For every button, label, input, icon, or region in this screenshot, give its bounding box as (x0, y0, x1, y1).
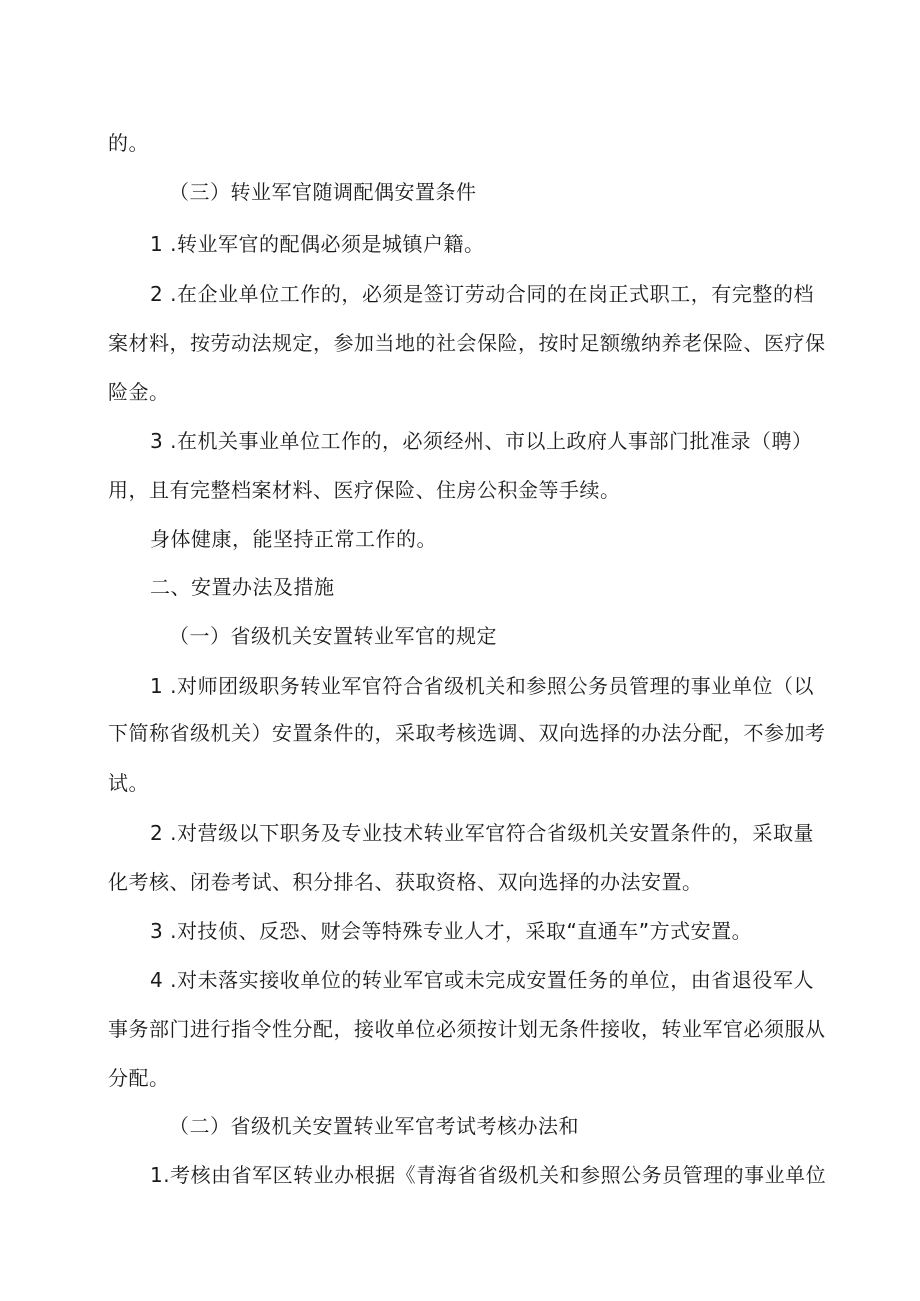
text-line-20: 分配。 (108, 1066, 170, 1090)
text-line-14: 试。 (108, 771, 149, 795)
text-line-22: 1.考核由省军区转业办根据《青海省省级机关和参照公务员管理的事业单位 (150, 1163, 827, 1187)
section-heading-3: （三）转业军官随调配偶安置条件 (169, 180, 477, 204)
text-line-17: 3 .对技侦、反恐、财会等特殊专业人才，采取“直通车”方式安置。 (150, 919, 753, 943)
text-line-6: 险金。 (108, 380, 170, 404)
text-line-7: 3 .在机关事业单位工作的，必须经州、市以上政府人事部门批准录（聘） (150, 429, 813, 453)
text-line-5: 案材料，按劳动法规定，参加当地的社会保险，按时足额缴纳养老保险、医疗保 (108, 331, 826, 355)
subsection-heading-2: （二）省级机关安置转业军官考试考核办法和 (169, 1114, 579, 1138)
text-line-3: 1 .转业军官的配偶必须是城镇户籍。 (150, 232, 485, 256)
text-line-8: 用，且有完整档案材料、医疗保险、住房公积金等手续。 (108, 478, 621, 502)
text-line-4: 2 .在企业单位工作的，必须是签订劳动合同的在岗正式职工，有完整的档 (150, 282, 814, 306)
text-line-18: 4 .对未落实接收单位的转业军官或未完成安置任务的单位，由省退役军人 (150, 968, 814, 992)
text-line-9: 身体健康，能坚持正常工作的。 (150, 527, 437, 551)
text-line-19: 事务部门进行指令性分配，接收单位必须按计划无条件接收，转业军官必须服从 (108, 1017, 826, 1041)
text-line-16: 化考核、闭卷考试、积分排名、获取资格、双向选择的办法安置。 (108, 870, 703, 894)
text-line-12: 1 .对师团级职务转业军官符合省级机关和参照公务员管理的事业单位（以 (150, 674, 814, 698)
text-line-13: 下简称省级机关）安置条件的，采取考核选调、双向选择的办法分配，不参加考 (108, 721, 826, 745)
text-line-1: 的。 (108, 131, 149, 155)
section-heading-2: 二、安置办法及措施 (150, 575, 335, 599)
text-line-15: 2 .对营级以下职务及专业技术转业军官符合省级机关安置条件的，采取量 (150, 821, 814, 845)
subsection-heading-1: （一）省级机关安置转业军官的规定 (169, 624, 497, 648)
